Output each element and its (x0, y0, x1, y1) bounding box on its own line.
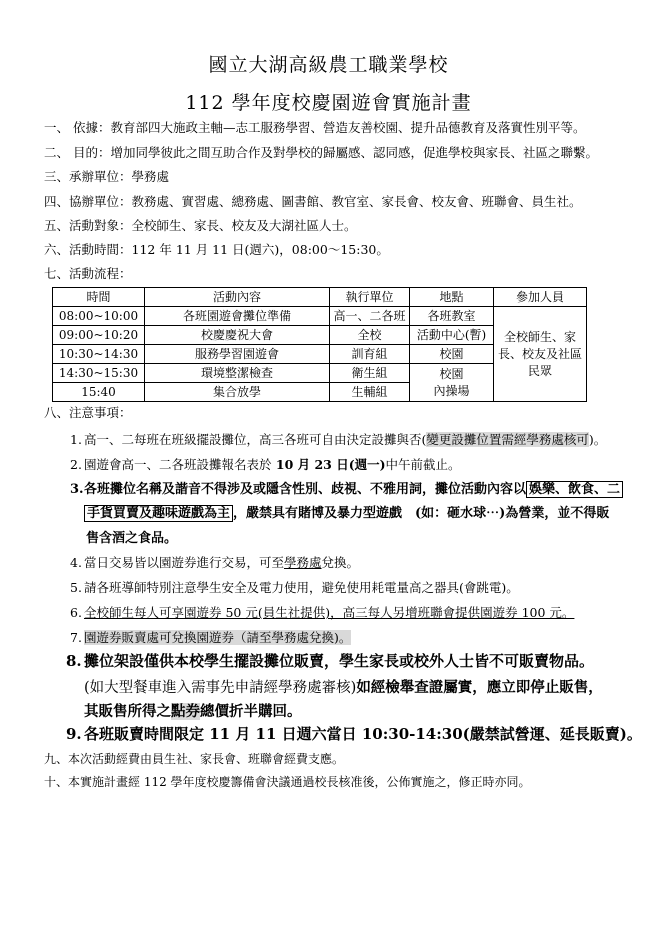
note-text: 園遊會高一、二各班設攤報名表於 (84, 457, 272, 472)
note-text: ，嚴禁具有賭博及暴力型遊戲 (如：砸水球⋯)為營業，並不得販 (233, 506, 610, 521)
cell-participants: 全校師生、家長、校友及社區民眾 (494, 307, 587, 402)
note-underlined: 學務處 (284, 555, 322, 570)
plan-title: 112 學年度校慶園遊會實施計畫 (185, 92, 472, 114)
note-boxed-text: 手貨買賣及趣味遊戲為主 (84, 505, 233, 522)
cell-content: 集合放學 (145, 383, 330, 402)
section-text: 112 年 11 月 11 日(週六)，08:00～15:30。 (131, 242, 389, 257)
column-header: 時間 (53, 288, 145, 307)
note-8 (66, 650, 594, 671)
note-number: 9. (66, 725, 82, 743)
section-text: 教務處、實習處、總務處、圖書館、教官室、家長會、校友會、班聯會、員生社。 (131, 194, 582, 209)
cell-content: 環境整潔檢查 (145, 364, 330, 383)
note-highlight: 點券 (171, 703, 200, 720)
cell-place: 校園 (410, 345, 494, 364)
cell-unit: 高一、二各班 (330, 307, 410, 326)
cell-content: 服務學習園遊會 (145, 345, 330, 364)
section-label: 六、活動時間： (44, 242, 132, 257)
note-text: 攤位架設僅供本校學生擺設攤位販賣，學生家長或校外人士皆不可販賣物品。 (84, 652, 595, 670)
note-2 (70, 455, 461, 473)
note-number: 4. (70, 555, 82, 570)
note-6 (70, 603, 574, 621)
note-text: 高一、二每班在班級擺設攤位，高三各班可自由決定設攤與否( (84, 432, 427, 447)
note-number: 2. (70, 457, 82, 472)
section-label: 七、活動流程： (44, 266, 132, 281)
cell-time: 08:00~10:00 (53, 307, 145, 326)
note-number: 6. (70, 605, 82, 620)
note-text: 中午前截止。 (385, 457, 461, 472)
section-co-organizer (44, 194, 582, 210)
note-text: 各班販賣時間限定 11 月 11 日週六當日 10:30-14:30(嚴禁試營運、延長販賣)。 (84, 725, 642, 743)
section-label: 一、 依據： (44, 120, 111, 135)
note-9 (66, 723, 642, 744)
note-number: 7. (70, 630, 82, 645)
section-purpose (44, 145, 598, 161)
cell-time: 10:30~14:30 (53, 345, 145, 364)
note-5 (70, 578, 519, 596)
section-funding: 九、本次活動經費由員生社、家長會、班聯會經費支應。 (44, 752, 345, 766)
cell-place-line: 校園 (439, 366, 464, 381)
column-header: 參加人員 (494, 288, 587, 307)
note-text: 各班攤位名稱及諧音不得涉及或隱含性別、歧視、不雅用詞，攤位活動內容以 (84, 482, 527, 497)
column-header: 地點 (410, 288, 494, 307)
section-basis (44, 120, 586, 136)
note-7 (70, 628, 351, 646)
note-deadline: 10 月 23 日(週一) (271, 457, 386, 472)
cell-content: 校慶慶祝大會 (145, 326, 330, 345)
note-text: (如大型餐車進入需事先申請經學務處審核) (84, 680, 357, 696)
note-text: 當日交易皆以園遊券進行交易，可至 (84, 555, 285, 570)
cell-place-line: 內操場 (433, 383, 470, 398)
note-number: 3. (70, 482, 84, 497)
note-3-line-2 (84, 502, 609, 521)
note-text: 其販售所得之 (84, 703, 171, 720)
cell-place (410, 364, 494, 402)
column-header: 執行單位 (330, 288, 410, 307)
cell-unit: 衛生組 (330, 364, 410, 383)
note-text: )。 (588, 432, 607, 447)
cell-time: 09:00~10:20 (53, 326, 145, 345)
section-organizer (44, 169, 169, 185)
section-label: 三、承辦單位： (44, 169, 132, 184)
table-row (53, 307, 587, 326)
note-number: 8. (66, 652, 82, 670)
cell-content: 各班園遊會攤位準備 (145, 307, 330, 326)
note-text: 如經檢舉查證屬實，應立即停止販售， (356, 679, 603, 696)
section-text: 增加同學彼此之間互助合作及對學校的歸屬感、認同感，促進學校與家長、社區之聯繫。 (110, 145, 598, 160)
cell-place: 活動中心(暫) (410, 326, 494, 345)
section-audience (44, 218, 357, 234)
note-3 (70, 478, 623, 497)
note-text: 兌換。 (321, 555, 360, 570)
cell-time: 15:40 (53, 383, 145, 402)
note-8-line-3 (84, 700, 302, 721)
section-label: 五、活動對象： (44, 218, 132, 233)
section-approval: 十、本實施計畫經 112 學年度校慶籌備會決議通過校長核准後，公佈實施之，修正時亦同。 (44, 775, 531, 789)
cell-unit: 訓育組 (330, 345, 410, 364)
note-number: 5. (70, 580, 82, 595)
section-time (44, 242, 389, 258)
note-text: 全校師生每人可享園遊券 50 元(員生社提供)，高三每人另增班聯會提供園遊券 100 元。 (84, 605, 575, 620)
cell-time: 14:30~15:30 (53, 364, 145, 383)
schedule-table (52, 287, 587, 402)
note-text: 請各班導師特別注意學生安全及電力使用，避免使用耗電量高之器具(會跳電)。 (84, 580, 519, 595)
note-highlight: 變更設攤位置需經學務處核可 (426, 432, 589, 447)
notes-heading: 八、注意事項： (44, 405, 132, 420)
section-label: 二、 目的： (44, 145, 111, 160)
note-4 (70, 553, 359, 571)
section-text: 教育部四大施政主軸—志工服務學習、營造友善校園、提升品德教育及落實性別平等。 (110, 120, 586, 135)
note-highlight: 園遊券販賣處可兌換園遊券（請至學務處兌換)。 (84, 630, 352, 645)
section-schedule-heading (44, 266, 132, 282)
note-text: 總價折半購回。 (200, 703, 302, 720)
column-header: 活動內容 (145, 288, 330, 307)
note-8-line-2 (84, 676, 603, 697)
section-text: 全校師生、家長、校友及大湖社區人士。 (131, 218, 357, 233)
note-number: 1. (70, 432, 82, 447)
note-boxed-text: 娛樂、飲食、二 (526, 481, 623, 498)
cell-unit: 生輔組 (330, 383, 410, 402)
section-label: 四、協辦單位： (44, 194, 132, 209)
note-3-line-3: 售含酒之食品。 (86, 531, 178, 546)
cell-unit: 全校 (330, 326, 410, 345)
section-text: 學務處 (131, 169, 170, 184)
cell-place: 各班教室 (410, 307, 494, 326)
note-1 (70, 430, 606, 448)
school-name: 國立大湖高級農工職業學校 (208, 54, 449, 76)
table-header-row (53, 288, 587, 307)
